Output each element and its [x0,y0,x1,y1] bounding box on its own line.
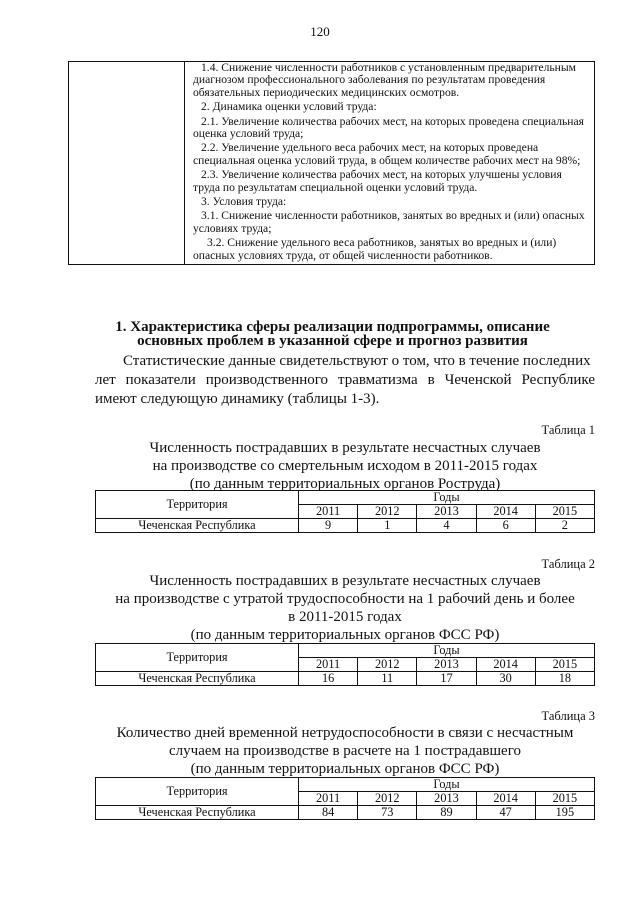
intro-line: Статистические данные свидетельствуют о том, что в течение последних [123,353,591,369]
year-cell: 2012 [358,505,417,519]
value-cell: 2 [535,519,594,533]
year-cell: 2011 [299,792,358,806]
value-cell: 4 [417,519,476,533]
value-cell: 195 [535,806,594,820]
table-title-line: на производстве со смертельным исходом в 2011-2015 годах [152,458,538,474]
section-heading-line: 1. Характеристика сферы реализации подпрограммы, описание [115,319,550,335]
territory-header: Территория [96,491,299,519]
indicator-item: 3. Условия труда: [201,195,287,209]
table-title-line: случаем на производстве в расчете на 1 пострадавшего [169,743,521,759]
indicator-item: 3.1. Снижение численности работников, занятых во вредных и (или) опасных условиях труда; [193,209,585,235]
table-title [95,439,595,493]
region-cell: Чеченская Республика [96,672,299,686]
value-cell: 9 [299,519,358,533]
value-cell: 1 [358,519,417,533]
value-cell: 11 [358,672,417,686]
section-heading [70,320,595,348]
territory-header: Территория [96,778,299,806]
table-title-line: (по данным территориальных органов ФСС РФ) [190,627,500,643]
intro-line: имеют следующую динамику (таблицы 1-3). [95,391,380,407]
intro-paragraph [95,352,595,409]
year-cell: 2011 [299,505,358,519]
indicators-text-cell [185,62,595,265]
indicators-empty-cell [69,62,185,265]
region-cell: Чеченская Республика [96,519,299,533]
intro-line: лет показатели производственного травматизма в Чеченской Республике [95,372,595,388]
territory-header: Территория [96,644,299,672]
table-title-line: (по данным территориальных органов ФСС РФ) [190,761,500,777]
value-cell: 17 [417,672,476,686]
indicator-item: 1.4. Снижение численности работников с установленным предварительным диагнозом профессионального заболевания по результатам проведения обязательных периодических медицинских осмотров. [193,61,576,99]
table-title-line: (по данным территориальных органов Роструда) [189,476,501,492]
value-cell: 89 [417,806,476,820]
indicator-item: 2.1. Увеличение количества рабочих мест, на которых проведена специальная оценка условий труда; [193,114,584,141]
value-cell: 84 [299,806,358,820]
page-number: 120 [310,24,330,39]
indicator-item: 2.2. Увеличение удельного веса рабочих мест, на которых проведена специальная оценка условий труда, в общем количестве рабочих мест на 98%; [193,141,581,167]
year-cell: 2013 [417,792,476,806]
indicator-item: 3.2. Снижение удельного веса работников, занятых во вредных и (или) опасных условиях труда, от общей численности работников. [193,236,557,262]
region-cell: Чеченская Республика [96,806,299,820]
value-cell: 18 [535,672,594,686]
table-label: Таблица 3 [541,709,595,723]
indicator-item: 2. Динамика оценки условий труда: [201,100,377,114]
year-cell: 2013 [417,658,476,672]
year-cell: 2015 [535,658,594,672]
value-cell: 30 [476,672,535,686]
table-label: Таблица 2 [541,557,595,571]
year-cell: 2014 [476,792,535,806]
table-title-line: на производстве с утратой трудоспособности на 1 рабочий день и более [115,591,575,607]
data-table [95,490,595,533]
years-header: Годы [299,778,595,792]
years-header: Годы [299,644,595,658]
year-cell: 2014 [476,658,535,672]
year-cell: 2012 [358,658,417,672]
year-cell: 2014 [476,505,535,519]
years-header: Годы [299,491,595,505]
table-title-line: в 2011-2015 годах [288,609,402,625]
value-cell: 73 [358,806,417,820]
indicators-table [68,61,595,265]
table-label: Таблица 1 [541,423,595,437]
value-cell: 47 [476,806,535,820]
table-title [95,572,595,644]
indicator-item: 2.3. Увеличение количества рабочих мест, на которых улучшены условия труда по результатам специальной оценки условий труда. [193,168,562,194]
table-title [95,724,595,778]
year-cell: 2011 [299,658,358,672]
value-cell: 16 [299,672,358,686]
year-cell: 2013 [417,505,476,519]
table-title-line: Количество дней временной нетрудоспособности в связи с несчастным [116,725,574,741]
year-cell: 2015 [535,792,594,806]
table-title-line: Численность пострадавших в результате несчастных случаев [149,440,541,456]
data-table [95,777,595,820]
table-title-line: Численность пострадавших в результате несчастных случаев [149,573,541,589]
value-cell: 6 [476,519,535,533]
year-cell: 2012 [358,792,417,806]
data-table [95,643,595,686]
year-cell: 2015 [535,505,594,519]
section-heading-line: основных проблем в указанной сфере и прогноз развития [137,333,528,349]
